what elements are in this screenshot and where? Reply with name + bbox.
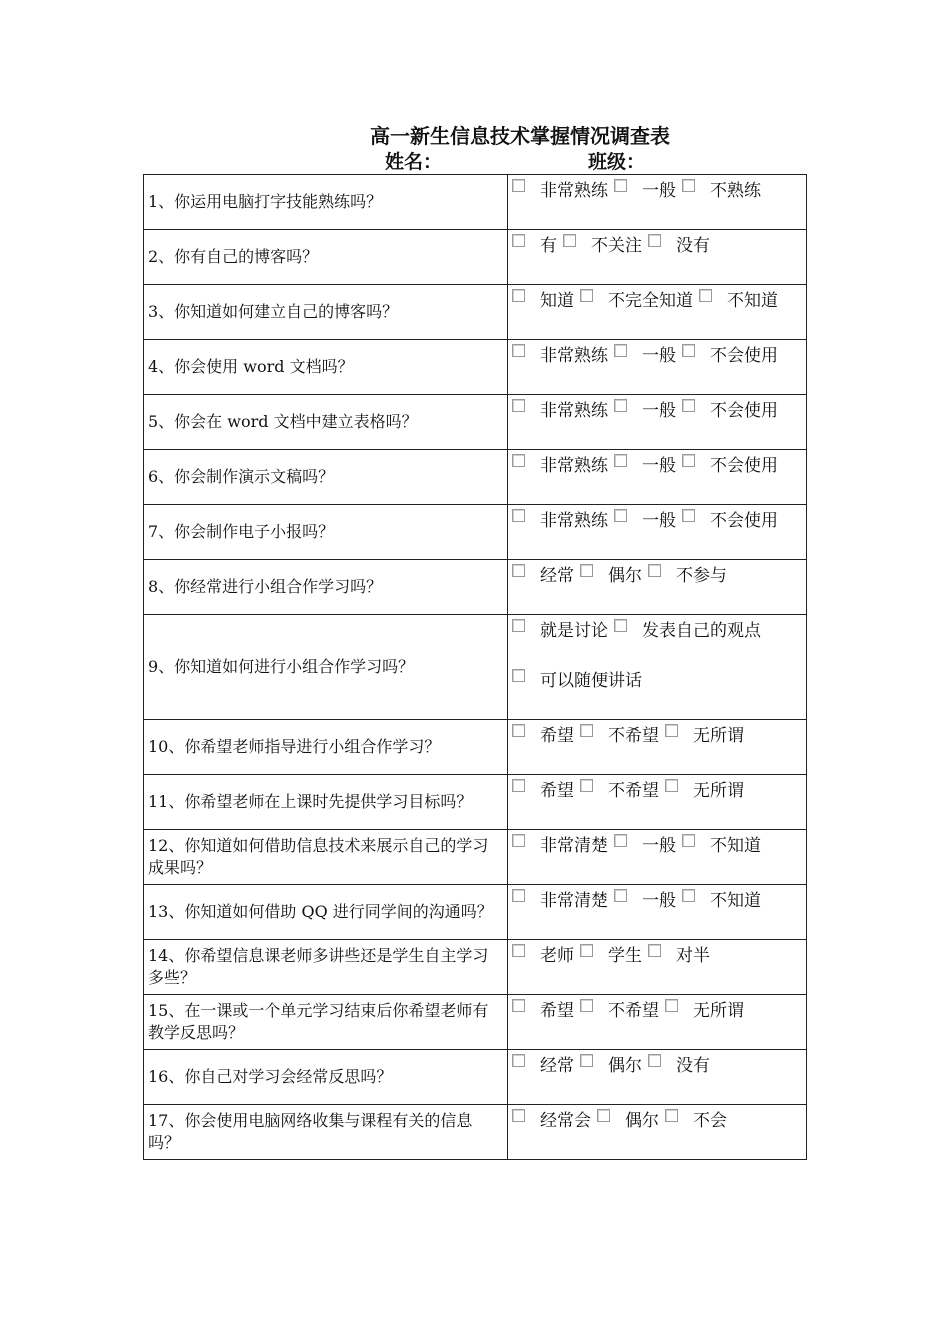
answer-option[interactable] [512,234,557,258]
option-label: 不关注 [591,236,642,256]
checkbox-icon[interactable] [512,399,525,412]
answer-option[interactable] [614,619,761,643]
answer-option[interactable] [614,344,676,368]
option-label: 非常清楚 [540,836,608,856]
answer-option[interactable] [512,399,608,423]
option-label: 一般 [642,511,676,531]
answer-option[interactable] [682,179,761,203]
option-label: 非常熟练 [540,401,608,421]
option-label: 知道 [540,291,574,311]
answer-option[interactable] [512,619,608,643]
answer-options [508,395,807,450]
question-row [144,230,807,285]
option-label: 不希望 [608,726,659,746]
answer-option[interactable] [512,509,608,533]
checkbox-icon[interactable] [682,509,695,522]
checkbox-icon[interactable] [512,564,525,577]
question-row [144,995,807,1050]
option-label: 偶尔 [625,1111,659,1131]
question-text: 3、你知道如何建立自己的博客吗？ [144,285,508,340]
question-text: 5、你会在 word 文档中建立表格吗？ [144,395,508,450]
option-label: 不熟练 [710,181,761,201]
question-row [144,775,807,830]
question-row [144,940,807,995]
answer-option[interactable] [512,724,574,748]
question-text: 1、你运用电脑打字技能熟练吗？ [144,175,508,230]
answer-options [508,1105,807,1160]
question-row [144,720,807,775]
checkbox-icon[interactable] [512,944,525,957]
option-label: 希望 [540,781,574,801]
answer-options [508,775,807,830]
checkbox-icon[interactable] [580,1054,593,1067]
option-label: 无所谓 [693,726,744,746]
answer-option[interactable] [614,509,676,533]
answer-options [508,505,807,560]
option-label: 一般 [642,836,676,856]
answer-option[interactable] [580,289,693,313]
checkbox-icon[interactable] [682,399,695,412]
option-label: 没有 [676,236,710,256]
answer-options [508,1050,807,1105]
option-label: 一般 [642,181,676,201]
checkbox-icon[interactable] [512,1109,525,1122]
question-text: 16、你自己对学习会经常反思吗？ [144,1050,508,1105]
option-label: 就是讨论 [540,621,608,641]
option-label: 不参与 [676,566,727,586]
option-label: 不会使用 [710,346,778,366]
answer-option[interactable] [580,724,659,748]
answer-option[interactable] [682,454,778,478]
option-label: 不会 [693,1111,727,1131]
checkbox-icon[interactable] [580,724,593,737]
checkbox-icon[interactable] [512,779,525,792]
checkbox-icon[interactable] [512,834,525,847]
option-label: 对半 [676,946,710,966]
option-label: 一般 [642,456,676,476]
checkbox-icon[interactable] [512,179,525,192]
option-label: 不知道 [710,891,761,911]
checkbox-icon[interactable] [614,619,627,632]
question-text: 2、你有自己的博客吗？ [144,230,508,285]
survey-table [143,174,807,1160]
checkbox-icon[interactable] [512,889,525,902]
checkbox-icon[interactable] [580,779,593,792]
question-text: 4、你会使用 word 文档吗？ [144,340,508,395]
answer-option[interactable] [648,564,727,588]
checkbox-icon[interactable] [699,289,712,302]
question-row [144,450,807,505]
answer-option[interactable] [512,564,574,588]
checkbox-icon[interactable] [665,1109,678,1122]
question-row [144,1105,807,1160]
question-row [144,1050,807,1105]
checkbox-icon[interactable] [682,834,695,847]
checkbox-icon[interactable] [648,564,661,577]
option-label: 不希望 [608,781,659,801]
answer-options [508,615,807,720]
checkbox-icon[interactable] [580,564,593,577]
question-row [144,885,807,940]
answer-option[interactable] [512,344,608,368]
answer-option[interactable] [580,779,659,803]
checkbox-icon[interactable] [614,834,627,847]
answer-option[interactable] [512,179,608,203]
checkbox-icon[interactable] [512,289,525,302]
answer-option[interactable] [682,889,761,913]
answer-option[interactable] [563,234,642,258]
answer-options [508,560,807,615]
question-text: 9、你知道如何进行小组合作学习吗？ [144,615,508,720]
answer-option[interactable] [580,944,642,968]
answer-options [508,340,807,395]
checkbox-icon[interactable] [563,234,576,247]
answer-options [508,285,807,340]
answer-option[interactable] [648,234,710,258]
option-label: 经常 [540,1056,574,1076]
checkbox-icon[interactable] [580,289,593,302]
checkbox-icon[interactable] [648,234,661,247]
checkbox-icon[interactable] [512,344,525,357]
checkbox-icon[interactable] [512,724,525,737]
answer-options [508,830,807,885]
option-label: 可以随便讲话 [540,671,642,691]
checkbox-icon[interactable] [648,1054,661,1067]
checkbox-icon[interactable] [614,344,627,357]
answer-options [508,940,807,995]
page-title: 高一新生信息技术掌握情况调查表 [370,124,670,148]
question-text: 17、你会使用电脑网络收集与课程有关的信息吗？ [144,1105,508,1160]
name-label: 姓名： [385,151,443,173]
answer-option[interactable] [614,834,676,858]
option-label: 不会使用 [710,511,778,531]
answer-option[interactable] [665,999,744,1023]
checkbox-icon[interactable] [512,509,525,522]
answer-option[interactable] [512,999,574,1023]
checkbox-icon[interactable] [614,179,627,192]
option-label: 经常 [540,566,574,586]
option-label: 有 [540,236,557,256]
answer-option[interactable] [597,1109,659,1133]
checkbox-icon[interactable] [682,454,695,467]
answer-option[interactable] [512,1109,591,1133]
answer-option[interactable] [614,454,676,478]
answer-option[interactable] [512,779,574,803]
checkbox-icon[interactable] [665,779,678,792]
option-label: 一般 [642,891,676,911]
answer-option[interactable] [512,944,574,968]
option-label: 希望 [540,1001,574,1021]
answer-option[interactable] [580,564,642,588]
answer-option[interactable] [512,454,608,478]
option-label: 不会使用 [710,401,778,421]
answer-option[interactable] [682,399,778,423]
answer-options [508,450,807,505]
answer-option[interactable] [682,834,761,858]
answer-option[interactable] [699,289,778,313]
question-text: 14、你希望信息课老师多讲些还是学生自主学习多些？ [144,940,508,995]
question-row [144,615,807,720]
checkbox-icon[interactable] [580,999,593,1012]
option-label: 一般 [642,346,676,366]
answer-option[interactable] [614,889,676,913]
answer-option[interactable] [580,1054,642,1078]
question-row [144,505,807,560]
option-label: 发表自己的观点 [642,621,761,641]
answer-options [508,885,807,940]
answer-options [508,720,807,775]
checkbox-icon[interactable] [665,724,678,737]
option-label: 不知道 [710,836,761,856]
question-row [144,830,807,885]
option-label: 希望 [540,726,574,746]
option-label: 学生 [608,946,642,966]
answer-option[interactable] [665,1109,727,1133]
option-label: 非常熟练 [540,181,608,201]
question-text: 13、你知道如何借助 QQ 进行同学间的沟通吗？ [144,885,508,940]
question-row [144,175,807,230]
option-label: 经常会 [540,1111,591,1131]
option-label: 非常熟练 [540,511,608,531]
checkbox-icon[interactable] [512,999,525,1012]
checkbox-icon[interactable] [597,1109,610,1122]
question-row [144,340,807,395]
checkbox-icon[interactable] [512,1054,525,1067]
option-label: 老师 [540,946,574,966]
option-label: 非常熟练 [540,456,608,476]
answer-option[interactable] [648,944,710,968]
answer-option[interactable] [648,1054,710,1078]
checkbox-icon[interactable] [512,619,525,632]
checkbox-icon[interactable] [665,999,678,1012]
answer-option[interactable] [512,889,608,913]
checkbox-icon[interactable] [580,944,593,957]
question-text: 10、你希望老师指导进行小组合作学习？ [144,720,508,775]
checkbox-icon[interactable] [682,889,695,902]
checkbox-icon[interactable] [614,399,627,412]
question-text: 12、你知道如何借助信息技术来展示自己的学习成果吗？ [144,830,508,885]
option-label: 无所谓 [693,1001,744,1021]
answer-options [508,995,807,1050]
answer-option[interactable] [512,834,608,858]
option-label: 没有 [676,1056,710,1076]
question-text: 11、你希望老师在上课时先提供学习目标吗？ [144,775,508,830]
checkbox-icon[interactable] [682,344,695,357]
answer-option[interactable] [512,289,574,313]
option-label: 偶尔 [608,1056,642,1076]
option-label: 不知道 [727,291,778,311]
option-label: 不希望 [608,1001,659,1021]
option-label: 非常清楚 [540,891,608,911]
option-label: 不完全知道 [608,291,693,311]
question-text: 15、在一课或一个单元学习结束后你希望老师有教学反思吗？ [144,995,508,1050]
answer-option[interactable] [580,999,659,1023]
answer-option[interactable] [682,509,778,533]
checkbox-icon[interactable] [614,454,627,467]
option-label: 一般 [642,401,676,421]
option-label: 非常熟练 [540,346,608,366]
checkbox-icon[interactable] [512,454,525,467]
checkbox-icon[interactable] [614,889,627,902]
answer-option[interactable] [682,344,778,368]
answer-option[interactable] [665,779,744,803]
question-row [144,285,807,340]
question-text: 7、你会制作电子小报吗？ [144,505,508,560]
question-row [144,395,807,450]
checkbox-icon[interactable] [512,669,525,682]
checkbox-icon[interactable] [614,509,627,522]
answer-option[interactable] [512,1054,574,1078]
answer-option[interactable] [512,669,642,693]
answer-option[interactable] [665,724,744,748]
checkbox-icon[interactable] [682,179,695,192]
question-row [144,560,807,615]
option-label: 不会使用 [710,456,778,476]
answer-options [508,230,807,285]
class-label: 班级： [588,151,646,173]
option-label: 无所谓 [693,781,744,801]
question-text: 8、你经常进行小组合作学习吗？ [144,560,508,615]
answer-option[interactable] [614,399,676,423]
checkbox-icon[interactable] [648,944,661,957]
question-text: 6、你会制作演示文稿吗？ [144,450,508,505]
answer-option[interactable] [614,179,676,203]
option-label: 偶尔 [608,566,642,586]
checkbox-icon[interactable] [512,234,525,247]
answer-options [508,175,807,230]
